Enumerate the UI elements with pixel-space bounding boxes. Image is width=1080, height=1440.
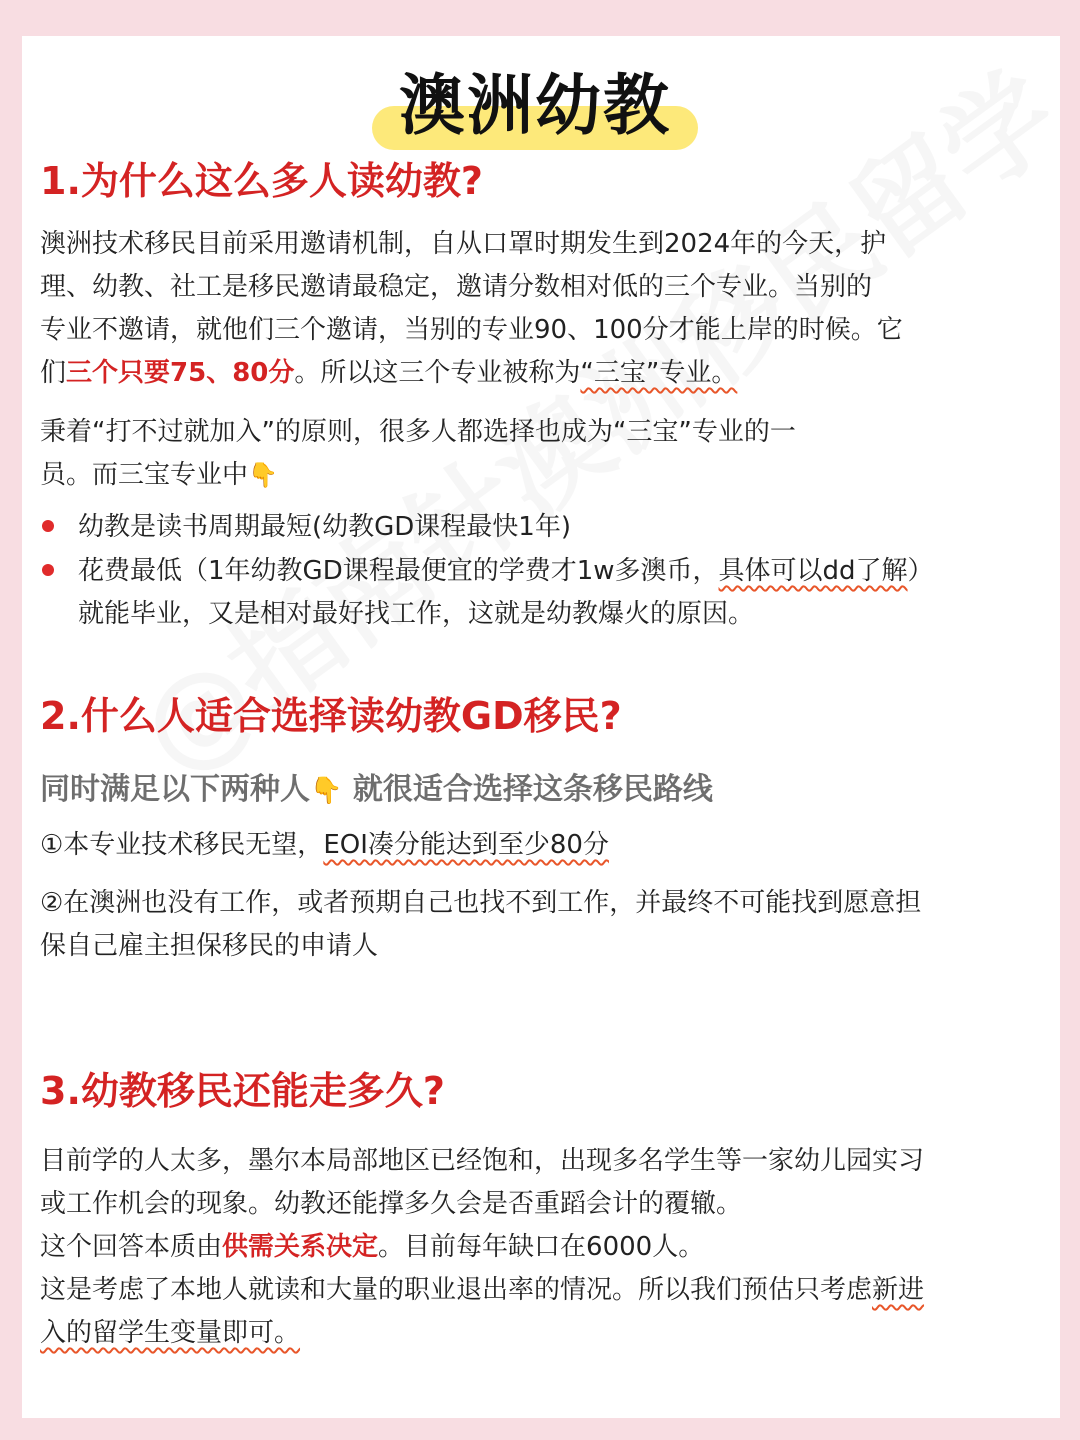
- text-run: 。所以这三个专业被称为: [294, 358, 581, 388]
- text-line: 保自己雇主担保移民的申请人: [40, 931, 379, 961]
- title-block: [372, 58, 698, 168]
- text-line: 就能毕业，又是相对最好找工作，这就是幼教爆火的原因。: [78, 599, 755, 629]
- wavy-underline-eoi: EOI凑分能达到至少80分: [323, 830, 609, 860]
- text-line: 澳洲技术移民目前采用邀请机制，自从口罩时期发生到2024年的今天，护: [40, 229, 887, 259]
- section-1-paragraph-2: [40, 411, 1040, 497]
- section-1-paragraph-1: [40, 223, 1040, 395]
- text-run: 员。而三宝专业中: [40, 460, 249, 490]
- bullet-item-shortest-study: [40, 506, 1040, 550]
- text-run: 们: [40, 358, 67, 388]
- text-line: 或工作机会的现象。幼教还能撑多久会是否重蹈会计的覆辙。: [40, 1189, 743, 1219]
- text-line: 理、幼教、社工是移民邀请最稳定，邀请分数相对低的三个专业。当别的: [40, 272, 873, 302]
- content-card: [22, 36, 1060, 1418]
- bullet-item-lowest-cost: [40, 550, 1040, 640]
- pointing-down-icon: 👇: [248, 461, 278, 489]
- text-line: 专业不邀请，就他们三个邀请，当别的专业90、100分才能上岸的时候。它: [40, 315, 903, 345]
- emphasis-score: 三个只要75、80分: [66, 358, 295, 388]
- text-line: [40, 454, 1040, 497]
- text-run: 。目前每年缺口在6000人。: [378, 1232, 705, 1262]
- text-run: 同时满足以下两种人: [40, 772, 310, 807]
- section-2-subheading: [40, 768, 713, 813]
- wavy-underline-new-students-cont: 入的留学生变量即可。: [40, 1318, 301, 1348]
- section-1-heading: 1.为什么这么多人读幼教?: [40, 159, 483, 203]
- section-2-item-1: [40, 824, 1040, 867]
- section-2-item-2: [40, 882, 1040, 968]
- wavy-underline-sanbao: “三宝”专业。: [580, 358, 738, 388]
- text-line: 目前学的人太多，墨尔本局部地区已经饱和，出现多名学生等一家幼儿园实习: [40, 1146, 925, 1176]
- text-line: ②在澳洲也没有工作，或者预期自己也找不到工作，并最终不可能找到愿意担: [40, 888, 922, 918]
- section-3-heading: 3.幼教移民还能走多久?: [40, 1069, 445, 1113]
- text-line: 秉着“打不过就加入”的原则，很多人都选择也成为“三宝”专业的一: [40, 417, 796, 447]
- text-line: [40, 1269, 1040, 1312]
- wavy-underline-new-students: 新进: [872, 1275, 925, 1305]
- bullet-text: [78, 550, 1038, 636]
- bullet-dot-icon: [42, 520, 54, 532]
- text-run: 就很适合选择这条移民路线: [342, 772, 713, 807]
- emphasis-supply-demand: 供需关系决定: [222, 1232, 379, 1262]
- text-line: [40, 1312, 1040, 1355]
- text-run: 这个回答本质由: [40, 1232, 223, 1262]
- page-title: 澳洲幼教: [399, 67, 671, 144]
- section-3-paragraph: [40, 1140, 1040, 1355]
- text-run: 花费最低（1年幼教GD课程最便宜的学费才1w多澳币，: [78, 556, 719, 586]
- text-run: ）: [907, 556, 934, 586]
- section-2-heading: 2.什么人适合选择读幼教GD移民?: [40, 694, 622, 738]
- text-run: 这是考虑了本地人就读和大量的职业退出率的情况。所以我们预估只考虑: [40, 1275, 873, 1305]
- bullet-dot-icon: [42, 564, 54, 576]
- wavy-underline-contact: 具体可以dd了解: [718, 556, 908, 586]
- text-run: ①本专业技术移民无望，: [40, 830, 324, 860]
- text-line: [40, 824, 1040, 867]
- bullet-text: 幼教是读书周期最短(幼教GD课程最快1年): [78, 512, 571, 542]
- text-line: [40, 1226, 1040, 1269]
- pointing-down-icon: 👇: [310, 775, 343, 806]
- text-line: [78, 550, 1038, 593]
- text-line: [40, 352, 1040, 395]
